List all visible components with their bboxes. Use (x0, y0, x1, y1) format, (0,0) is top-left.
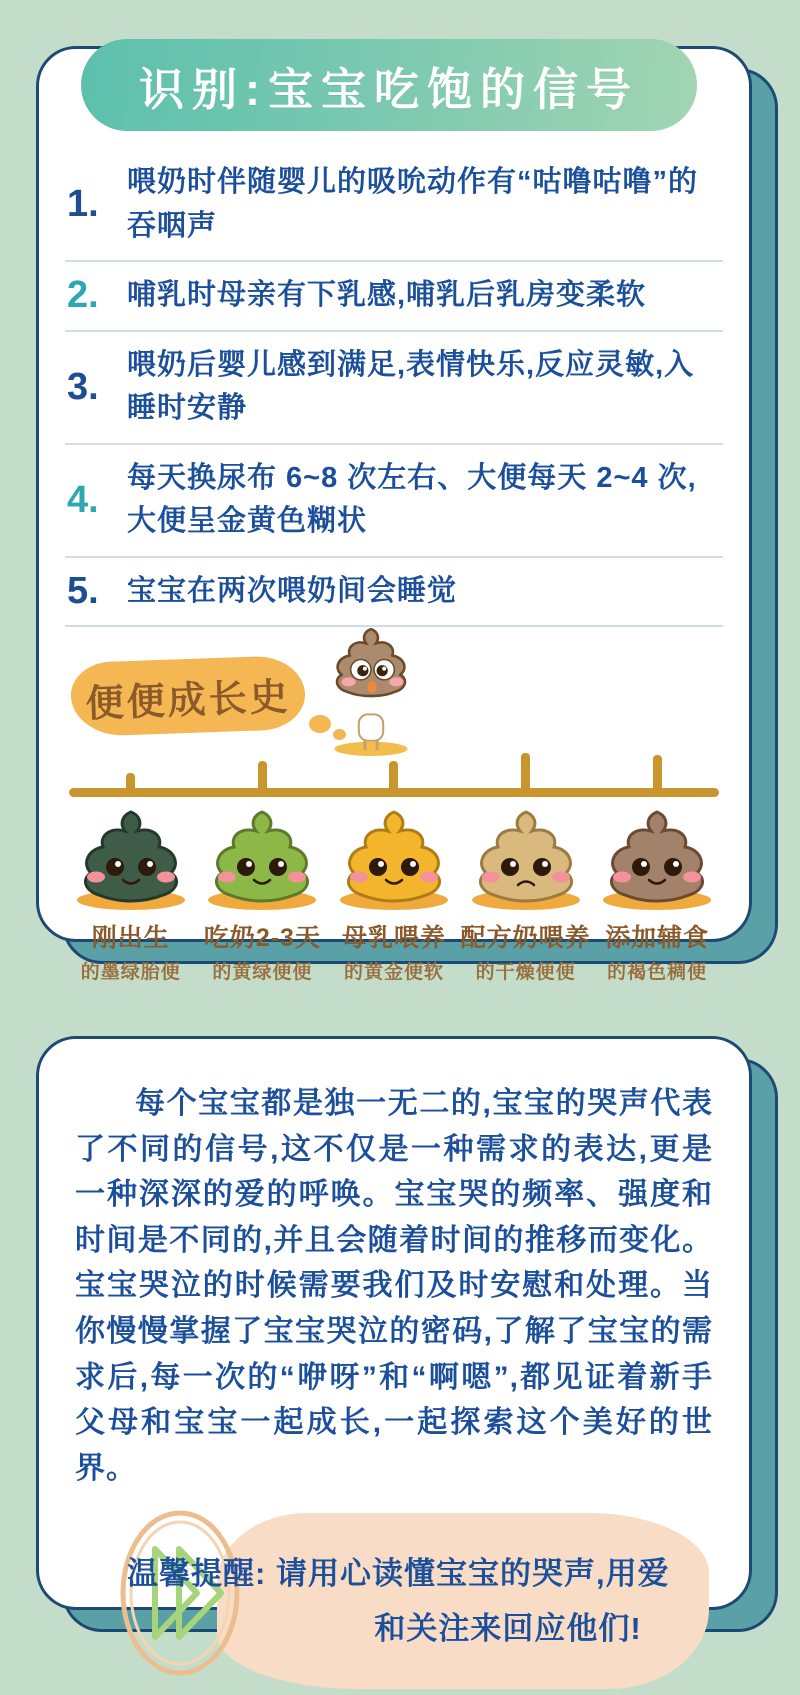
stage-label: 配方奶喂养 (460, 924, 591, 952)
item-text: 每天换尿布 6~8 次左右、大便每天 2~4 次,大便呈金黄色糊状 (127, 461, 697, 537)
signal-list (65, 149, 723, 627)
reminder-text (127, 1547, 779, 1656)
poop-icon (68, 807, 194, 911)
list-item (65, 149, 723, 262)
stage-column (197, 807, 329, 984)
poop-icon (199, 807, 325, 911)
timeline-tick (460, 753, 592, 789)
timeline-tick (65, 773, 197, 789)
item-number: 4. (67, 478, 99, 521)
reminder-line2: 和关注来回应他们! (374, 1610, 642, 1646)
list-item (65, 262, 723, 332)
item-text: 宝宝在两次喂奶间会睡觉 (127, 574, 458, 607)
page-title: 识别:宝宝吃饱的信号 (139, 63, 639, 115)
stage-sublabel: 的黄绿便便 (212, 962, 313, 983)
item-number: 3. (67, 365, 99, 408)
stage-column (328, 807, 460, 984)
poop-mascot-icon (317, 625, 425, 757)
reminder-section (75, 1511, 713, 1695)
poop-history-header (65, 643, 723, 755)
poop-timeline (65, 757, 723, 803)
stage-sublabel: 的干燥便便 (475, 962, 576, 983)
stage-label: 刚出生 (91, 924, 170, 952)
stage-column (460, 807, 592, 984)
stage-column (65, 807, 197, 984)
item-text: 喂奶后婴儿感到满足,表情快乐,反应灵敏,入睡时安静 (127, 348, 695, 424)
top-card (36, 46, 752, 983)
reminder-line1 (127, 1547, 779, 1601)
poop-icon (594, 807, 720, 911)
timeline-bar (69, 788, 719, 797)
stage-column (591, 807, 723, 984)
list-item (65, 445, 723, 558)
reminder-label: 温馨提醒: (127, 1556, 267, 1592)
timeline-tick (328, 761, 460, 789)
stage-sublabel: 的墨绿胎便 (80, 962, 181, 983)
item-number: 1. (67, 183, 99, 225)
list-item (65, 558, 723, 628)
poop-icon (331, 807, 457, 911)
intro-paragraph: 每个宝宝都是独一无二的,宝宝的哭声代表了不同的信号,这不仅是一种需求的表达,更是一种深深的爱的呼唤。宝宝哭的频率、强度和时间是不同的,并且会随着时间的推移而变化。宝宝哭泣的时候需要我们及时安慰和处理。当你慢慢掌握了宝宝哭泣的密码,了解了宝宝的需求后,每一次的“咿呀”和“啊嗯”,都见证着新手父母和宝宝一起成长,一起探索这个美好的世界。 (75, 1087, 713, 1485)
poop-icon (463, 807, 589, 911)
timeline-tick (591, 755, 723, 789)
stage-label: 母乳喂养 (341, 924, 446, 952)
item-number: 2. (67, 274, 99, 317)
poop-title-blob (70, 655, 306, 737)
reminder-line1-text: 请用心读懂宝宝的哭声,用爱 (275, 1556, 670, 1592)
bottom-card (36, 1036, 752, 1646)
poop-history-title: 便便成长史 (84, 675, 292, 726)
poop-stages (65, 807, 723, 984)
list-item (65, 332, 723, 445)
stage-label: 添加辅食 (605, 924, 710, 952)
stage-sublabel: 的褐色稠便 (607, 962, 708, 983)
item-text: 哺乳时母亲有下乳感,哺乳后乳房变柔软 (127, 279, 647, 311)
stage-sublabel: 的黄金便软 (343, 962, 444, 983)
stage-label: 吃奶2-3天 (203, 924, 321, 952)
item-text: 喂奶时伴随婴儿的吸吮动作有“咕噜咕噜”的吞咽声 (127, 166, 699, 242)
timeline-tick (197, 761, 329, 789)
item-number: 5. (67, 569, 99, 612)
